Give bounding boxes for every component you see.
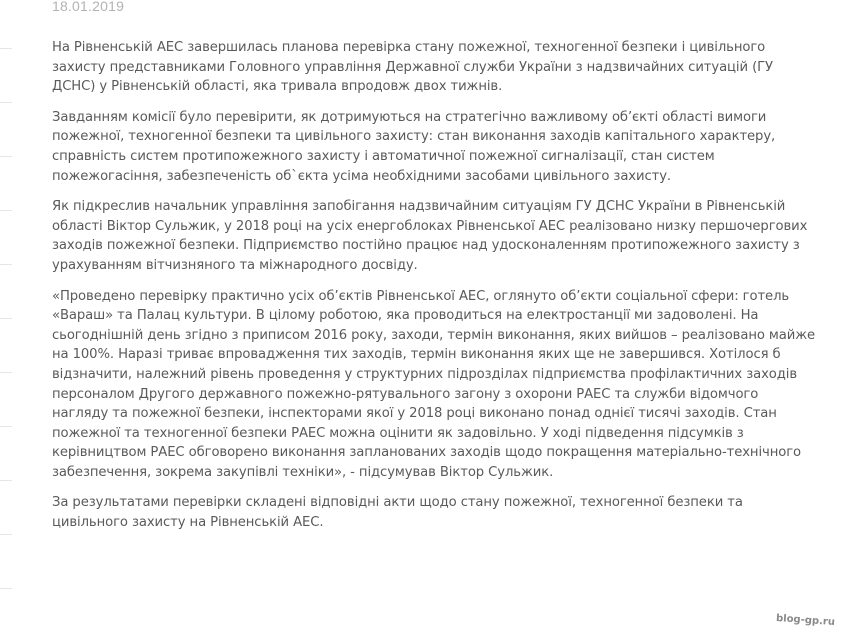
rail-divider	[0, 102, 12, 103]
article-paragraph: На Рівненській АЕС завершилась планова перевірка стану пожежної, техногенної безпеки і цивільного захисту представниками Головного управління Державної служби України з надзвичайних ситуацій (ГУ ДСНС) у Рівненській області, яка тривала впродовж двох тижнів.	[52, 40, 773, 95]
rail-divider	[0, 48, 12, 49]
rail-divider	[0, 264, 12, 265]
article-paragraph: За результатами перевірки складені відповідні акти щодо стану пожежної, техногенної безпеки та цивільного захисту на Рівненській АЕС.	[52, 495, 743, 531]
rail-divider	[0, 426, 12, 427]
rail-divider	[0, 588, 12, 589]
rail-divider	[0, 372, 12, 373]
rail-divider	[0, 534, 12, 535]
rail-divider	[0, 210, 12, 211]
article-body	[52, 38, 816, 544]
watermark-text: blog-gp.ru	[775, 612, 836, 629]
article-paragraph: Завданням комісії було перевірити, як дотримуються на стратегічно важливому об’єкті області вимоги пожежної, техногенної безпеки та цивільного захисту: стан виконання заходів капітального характеру, справність систем протипожежного захисту і автоматичної пожежної сигналізації, стан систем пожежогасіння, забезпеченість об`єкта усіма необхідними засобами цивільного захисту.	[52, 109, 776, 184]
rail-divider	[0, 480, 12, 481]
article-paragraph: Як підкреслив начальник управління запобігання надзвичайним ситуаціям ГУ ДСНС України в Рівненській області Віктор Сульжик, у 2018 році на усіх енергоблоках Рівненської АЕС реалізовано низку першочергових заходів пожежної безпеки. Підприємство постійно працює над удосконаленням протипожежного захисту з урахуванням вітчизняного та міжнародного досвіду.	[52, 199, 808, 273]
rail-divider	[0, 318, 12, 319]
rail-divider	[0, 156, 12, 157]
left-rail	[0, 0, 14, 632]
article-date: 18.01.2019	[52, 0, 125, 14]
article-paragraph: «Проведено перевірку практично усіх об’єктів Рівненської АЕС, оглянуто об’єкти соціальної сфери: готель «Вараш» та Палац культури. В цілому роботою, яка проводиться на електростанції ми задоволені. На сьогоднішній день згідно з приписом 2016 року, заходи, термін виконання, яких вийшов – реалізовано майже на 100%. Наразі триває впровадження тих заходів, термін виконання яких ще не завершився. Хотілося б відзначити, належний рівень проведення у структурних підрозділах підприємства профілактичних заходів персоналом Другого державного пожежно-рятувального загону з охорони РАЕС та служби відомчого нагляду та пожежної безпеки, інспекторами якої у 2018 році виконано понад однієї тисячі заходів. Стан пожежної та техногенної безпеки РАЕС можна оцінити як задовільно. У ході підведення підсумків з керівництвом РАЕС обговорено виконання запланованих заходів щодо покращення матеріально-технічного забезпечення, зокрема закупівлі техніки», - підсумував Віктор Сульжик.	[52, 288, 816, 480]
